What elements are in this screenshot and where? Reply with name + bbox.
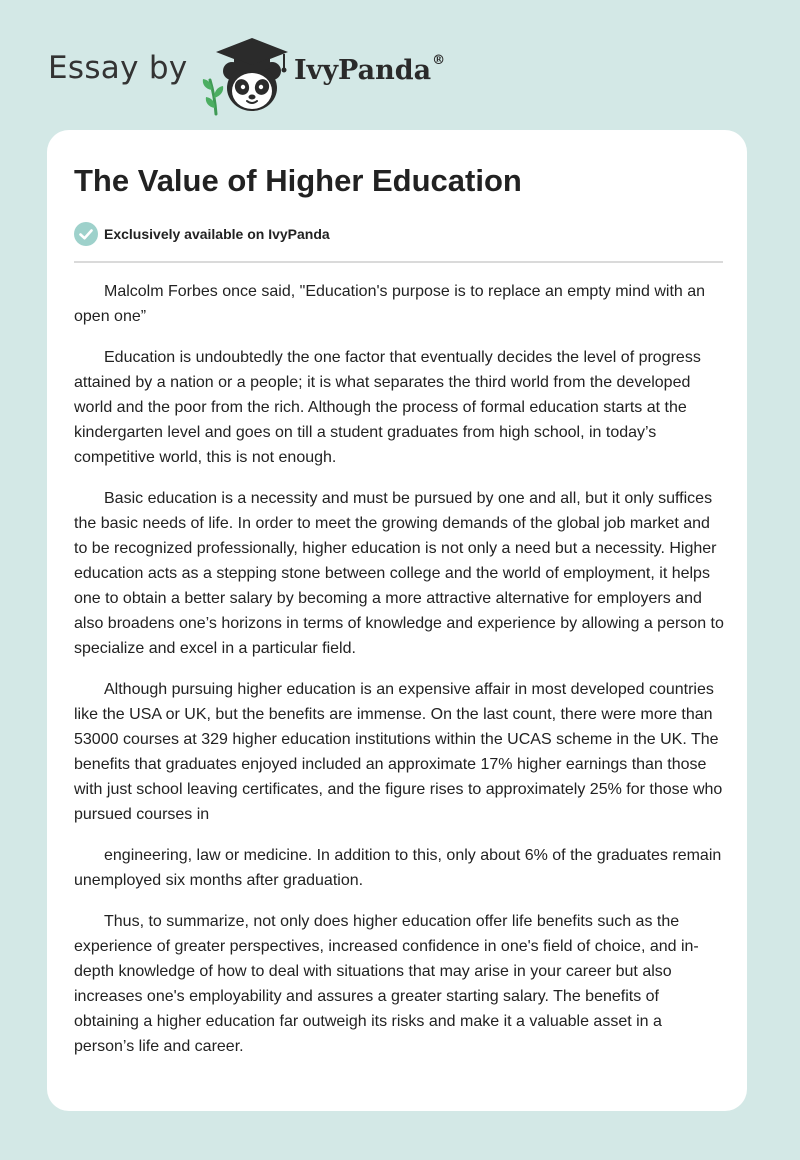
essay-paragraph: Education is undoubtedly the one factor that eventually decides the level of progress attained by a nation or a people; it is what separates the third world from the developed world and the poor from the rich. Although the process of formal education starts at the kindergarten level and goes on till a student graduates from high school, in today’s competitive world, this is not enough. bbox=[74, 349, 701, 466]
essay-paragraph: Thus, to summarize, not only does higher education offer life benefits such as the experience of greater perspectives, increased confidence in one's field of choice, and in-depth knowledge of how to deal with situations that may arise in your career but also increases one's employability and assures a greater starting salary. The benefits of obtaining a higher education far outweigh its risks and make it a valuable asset in a person’s life and career. bbox=[74, 913, 699, 1055]
brand-name[interactable]: IvyPanda® bbox=[294, 53, 446, 86]
essay-paragraph: engineering, law or medicine. In addition to this, only about 6% of the graduates remain unemployed six months after graduation. bbox=[74, 847, 722, 889]
registered-mark: ® bbox=[432, 53, 446, 68]
essay-title: The Value of Higher Education bbox=[74, 163, 522, 198]
site-header bbox=[48, 28, 648, 118]
title-divider bbox=[74, 261, 723, 263]
essay-card bbox=[47, 130, 747, 1111]
exclusive-badge bbox=[74, 222, 330, 246]
essay-by-label: Essay by bbox=[48, 50, 188, 86]
essay-body bbox=[74, 279, 724, 1075]
essay-paragraph: Malcolm Forbes once said, "Education's purpose is to replace an empty mind with an open one” bbox=[74, 283, 706, 325]
exclusive-badge-label: Exclusively available on IvyPanda bbox=[104, 226, 330, 242]
essay-paragraph: Although pursuing higher education is an expensive affair in most developed countries like the USA or UK, but the benefits are immense. On the last count, there were more than 53000 courses at 329 higher education institutions within the UCAS scheme in the UK. The benefits that graduates enjoyed included an approximate 17% higher earnings than those with just school leaving certificates, and the figure rises to approximately 25% for those who pursued courses in bbox=[74, 681, 723, 823]
panda-graduate-logo-icon[interactable] bbox=[200, 34, 292, 118]
checkmark-circle-icon bbox=[74, 222, 98, 246]
essay-paragraph: Basic education is a necessity and must be pursued by one and all, but it only suffices the basic needs of life. In order to meet the growing demands of the global job market and to be recognized professionally, higher education is not only a need but a necessity. Higher education acts as a stepping stone between college and the world of employment, it helps one to obtain a better salary by becoming a more attractive alternative for employers and also broadens one’s horizons in terms of knowledge and experience by allowing a person to specialize and excel in a particular field. bbox=[74, 490, 724, 657]
